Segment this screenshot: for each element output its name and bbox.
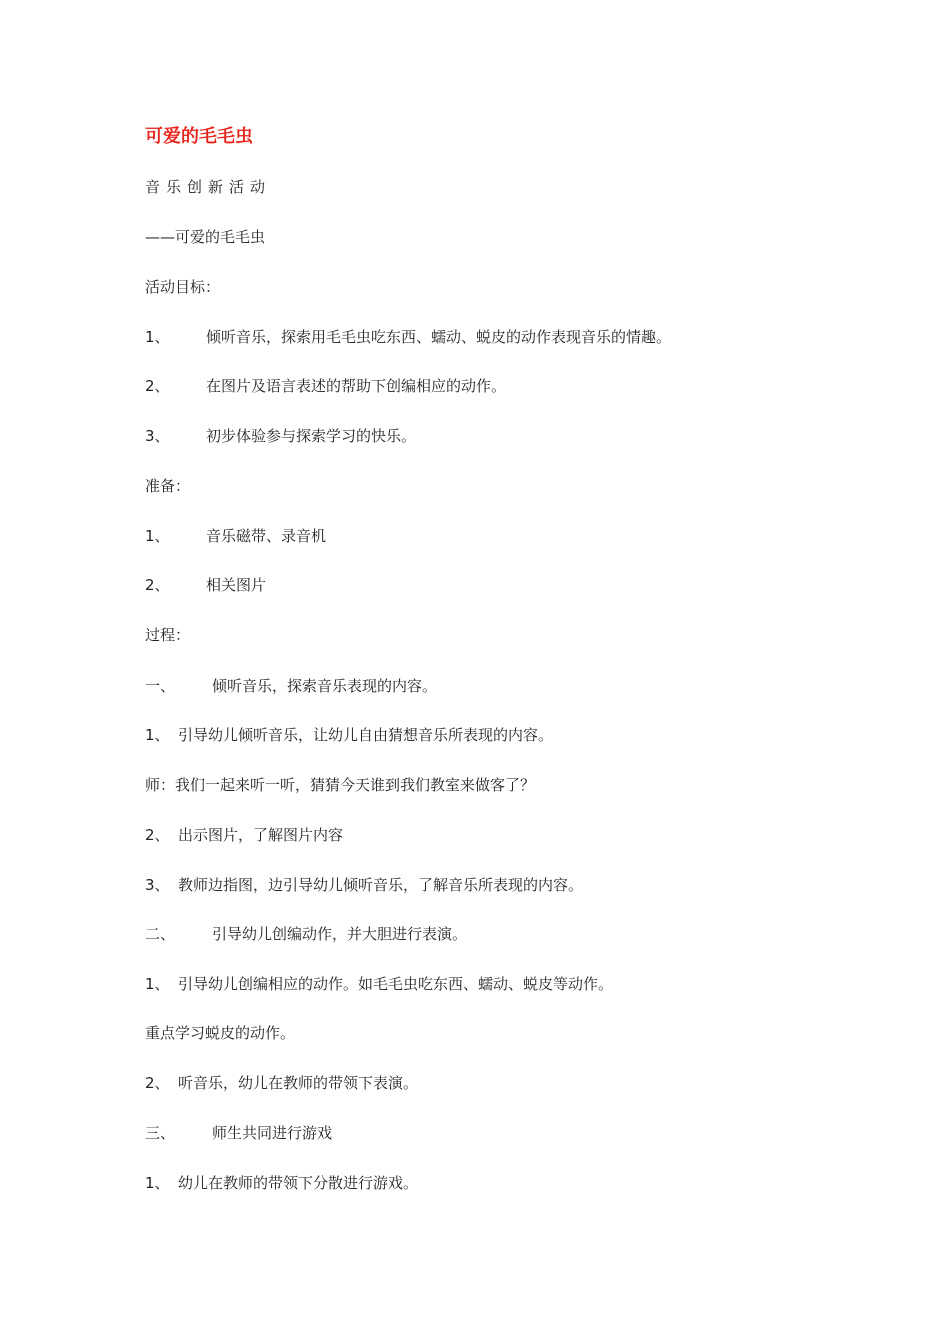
list-number: 3、 [145, 427, 170, 445]
goal-item [145, 327, 671, 347]
list-text: 听音乐，幼儿在教师的带领下表演。 [178, 1074, 419, 1092]
list-number: 1、 [145, 726, 170, 744]
list-number: 2、 [145, 576, 170, 594]
list-number: 2、 [145, 826, 170, 844]
process-line [145, 1023, 295, 1043]
list-text: 师：我们一起来听一听，猜猜今天谁到我们教室来做客了？ [145, 776, 536, 794]
list-text: 引导幼儿创编相应的动作。如毛毛虫吃东西、蠕动、蜕皮等动作。 [178, 975, 614, 993]
list-text: 初步体验参与探索学习的快乐。 [206, 427, 417, 445]
section-number: 二、 [145, 925, 176, 943]
process-heading: 过程： [145, 626, 191, 644]
process-line [145, 775, 535, 795]
list-text: 在图片及语言表述的帮助下创编相应的动作。 [206, 377, 507, 395]
list-number: 1、 [145, 1174, 170, 1192]
process-section-heading [145, 1123, 332, 1143]
list-text: 教师边指图，边引导幼儿倾听音乐，了解音乐所表现的内容。 [178, 876, 584, 894]
list-text: 重点学习蜕皮的动作。 [145, 1024, 296, 1042]
process-section-heading [145, 924, 467, 944]
subtitle: 音乐创新活动 [145, 178, 272, 196]
section-number: 一、 [145, 677, 176, 695]
list-text: 音乐磁带、录音机 [206, 527, 327, 545]
list-text: 相关图片 [206, 576, 267, 594]
process-line [145, 1173, 418, 1193]
process-line [145, 974, 613, 994]
section-text: 引导幼儿创编动作，并大胆进行表演。 [212, 925, 468, 943]
process-line [145, 875, 583, 895]
goal-item [145, 426, 416, 446]
section-text: 倾听音乐，探索音乐表现的内容。 [212, 677, 438, 695]
process-section-heading [145, 676, 437, 696]
section-text: 师生共同进行游戏 [212, 1124, 333, 1142]
list-number: 1、 [145, 328, 170, 346]
document-title: 可爱的毛毛虫 [145, 126, 253, 147]
process-line [145, 825, 343, 845]
goal-item [145, 376, 506, 396]
preparation-heading: 准备： [145, 477, 191, 495]
process-line [145, 725, 553, 745]
list-number: 1、 [145, 527, 170, 545]
list-number: 3、 [145, 876, 170, 894]
preparation-item [145, 575, 266, 595]
list-number: 1、 [145, 975, 170, 993]
goals-heading: 活动目标： [145, 278, 221, 296]
list-number: 2、 [145, 377, 170, 395]
list-text: 幼儿在教师的带领下分散进行游戏。 [178, 1174, 419, 1192]
dash-title: ——可爱的毛毛虫 [145, 228, 266, 246]
list-text: 倾听音乐，探索用毛毛虫吃东西、蠕动、蜕皮的动作表现音乐的情趣。 [206, 328, 672, 346]
list-text: 引导幼儿倾听音乐，让幼儿自由猜想音乐所表现的内容。 [178, 726, 554, 744]
process-line [145, 1073, 418, 1093]
list-text: 出示图片，了解图片内容 [178, 826, 344, 844]
preparation-item [145, 526, 326, 546]
section-number: 三、 [145, 1124, 176, 1142]
list-number: 2、 [145, 1074, 170, 1092]
